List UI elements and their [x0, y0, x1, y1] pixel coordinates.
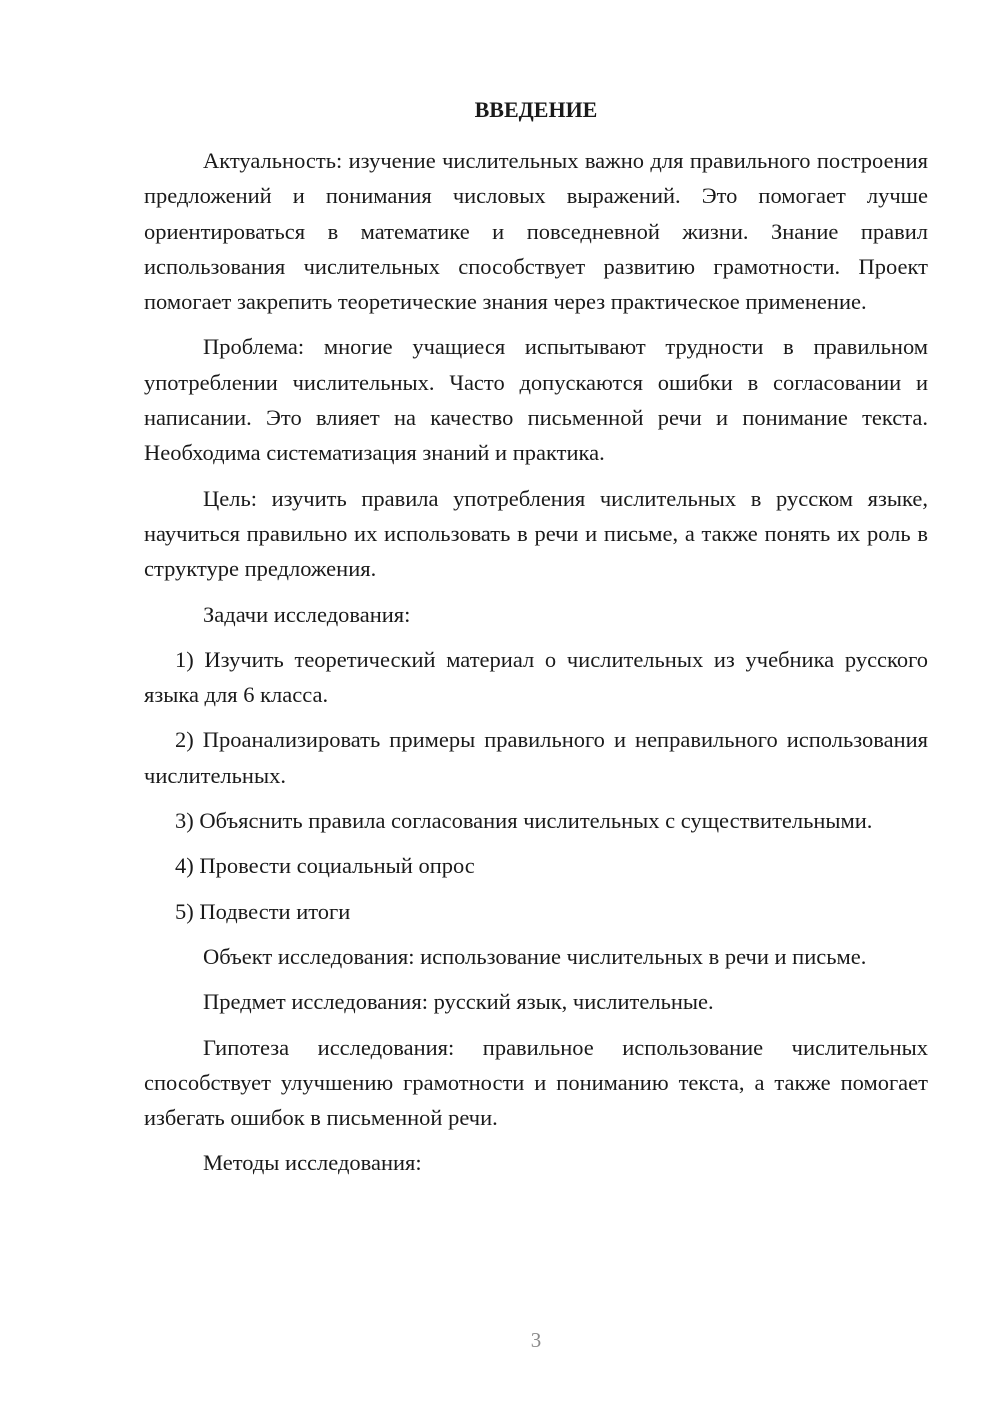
- page-content: [144, 93, 928, 1181]
- problem-paragraph: Проблема: многие учащиеся испытывают трудности в правильном употреблении числительных. Часто допускаются ошибки в согласовании и написании. Это влияет на качество письменной речи и понимание текста. Необходима систематизация знаний и практика.: [144, 334, 928, 466]
- section-title: ВВЕДЕНИЕ: [474, 97, 598, 122]
- task-item-2: 2) Проанализировать примеры правильного и неправильного использования числительных.: [144, 727, 928, 788]
- task-item-4: 4) Провести социальный опрос: [175, 853, 475, 879]
- tasks-heading: Задачи исследования:: [203, 601, 411, 627]
- task-item-1: 1) Изучить теоретический материал о числительных из учебника русского языка для 6 класса.: [144, 646, 928, 708]
- methods-heading: Методы исследования:: [203, 1150, 422, 1176]
- object-paragraph: Объект исследования: использование числительных в речи и письме.: [203, 943, 867, 969]
- goal-paragraph: Цель: изучить правила употребления числительных в русском языке, научиться правильно их использовать в речи и письме, а также понять их роль в структуре предложения.: [144, 485, 928, 582]
- task-item-5: 5) Подвести итоги: [175, 898, 351, 924]
- relevance-paragraph: Актуальность: изучение числительных важно для правильного построения предложений и понимания числовых выражений. Это помогает лучше ориентироваться в математике и повседневной жизни. Знание правил использования числительных способствует развитию грамотности. Проект помогает закрепить теоретические знания через практическое применение.: [144, 148, 928, 315]
- subject-paragraph: Предмет исследования: русский язык, числительные.: [203, 989, 714, 1015]
- hypothesis-paragraph: Гипотеза исследования: правильное использование числительных способствует улучшению грамотности и пониманию текста, а также помогает избегать ошибок в письменной речи.: [144, 1034, 928, 1131]
- page-number: 3: [530, 1328, 542, 1352]
- task-item-3: 3) Объяснить правила согласования числительных с существительными.: [175, 808, 873, 834]
